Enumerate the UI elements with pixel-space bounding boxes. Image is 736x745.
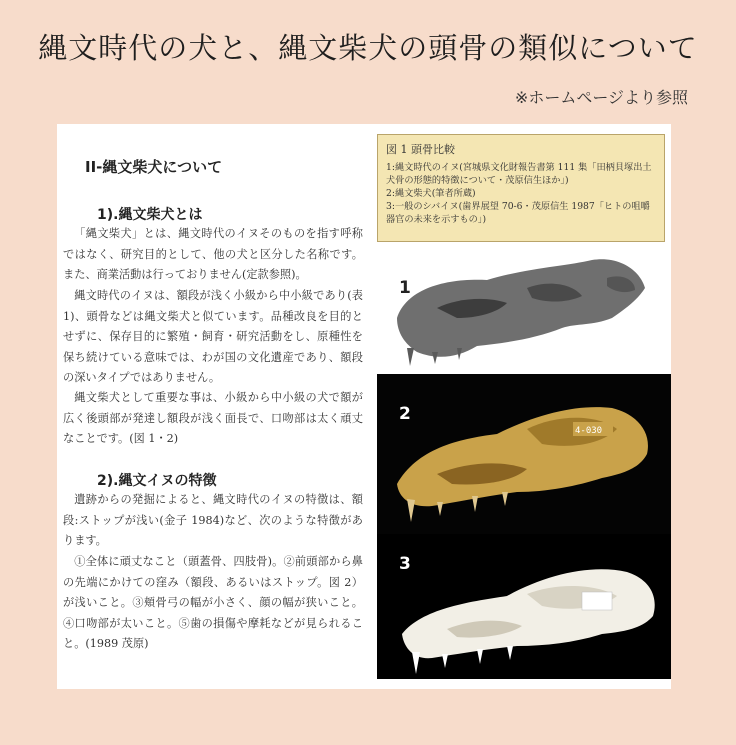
legend-item-3: 3:一般のシバイヌ(歯界展望 70-6・茂原信生 1987「ヒトの咀嚼器官の未来を示すもの」) [386, 201, 650, 225]
skull-photo-3 [377, 534, 671, 679]
paragraph-4: 遺跡からの発掘によると、縄文時代のイヌの特徴は、額段:ストップが浅い(金子 1984)など、次のような特徴があります。 [63, 493, 363, 548]
panel-number-2: 2 [399, 404, 411, 424]
source-note: ※ホームページより参照 [514, 88, 688, 107]
paragraph-1: 「縄文柴犬」とは、縄文時代のイヌそのものを指す呼称ではなく、研究目的として、他の犬と区分した名称です。また、商業活動は行っておりません(定款参照)。 [63, 227, 363, 282]
heading-1: 1).縄文柴犬とは [97, 207, 203, 223]
panel-number-3: 3 [399, 554, 411, 574]
figure-column [377, 124, 671, 689]
section-title: II-縄文柴犬について [85, 158, 223, 176]
paragraph-5: ①全体に頑丈なこと（頭蓋骨、四肢骨)。②前頭部から鼻の先端にかけての窪み（額段、あるいはストップ。図 2）が浅いこと。③頬骨弓の幅が小さく、顔の幅が狭いこと。④口吻部が太いこと。⑤歯の損傷や摩耗などが見られること。(1989 茂原) [63, 555, 363, 651]
paragraph-2: 縄文時代のイヌは、額段が浅く小級から中小級であり(表 1)、頭骨などは縄文柴犬と似ています。品種改良を目的とせずに、保存目的に繁殖・飼育・研究活動をし、原種性を保ち続けている意味では、わが国の文化遺産であり、額段の深いタイプではありません。 [63, 289, 363, 385]
document-page [57, 124, 671, 689]
text-column [63, 124, 373, 689]
figure-title: 図 1 頭骨比較 [386, 143, 455, 156]
specimen-label: 4-030 [575, 426, 603, 436]
legend-item-1: 1:縄文時代のイヌ(宮城県文化財報告書第 111 集「田柄貝塚出土犬骨の形態的特徴について・茂原信生ほか」) [386, 162, 652, 186]
skull-photo-2 [377, 374, 671, 534]
page-title: 縄文時代の犬と、縄文柴犬の頭骨の類似について [38, 31, 698, 65]
panel-number-1: 1 [399, 278, 411, 298]
heading-2: 2).縄文イヌの特徴 [97, 473, 217, 489]
legend-item-2: 2:縄文柴犬(筆者所蔵) [386, 188, 476, 199]
skull-photo-1 [377, 248, 671, 373]
paragraph-3: 縄文柴犬として重要な事は、小級から中小級の犬で額が広く後頭部が発達し額段が浅く面長で、口吻部は太く頑丈なことです。(図 1・2) [63, 391, 363, 446]
figure-legend [377, 134, 665, 242]
